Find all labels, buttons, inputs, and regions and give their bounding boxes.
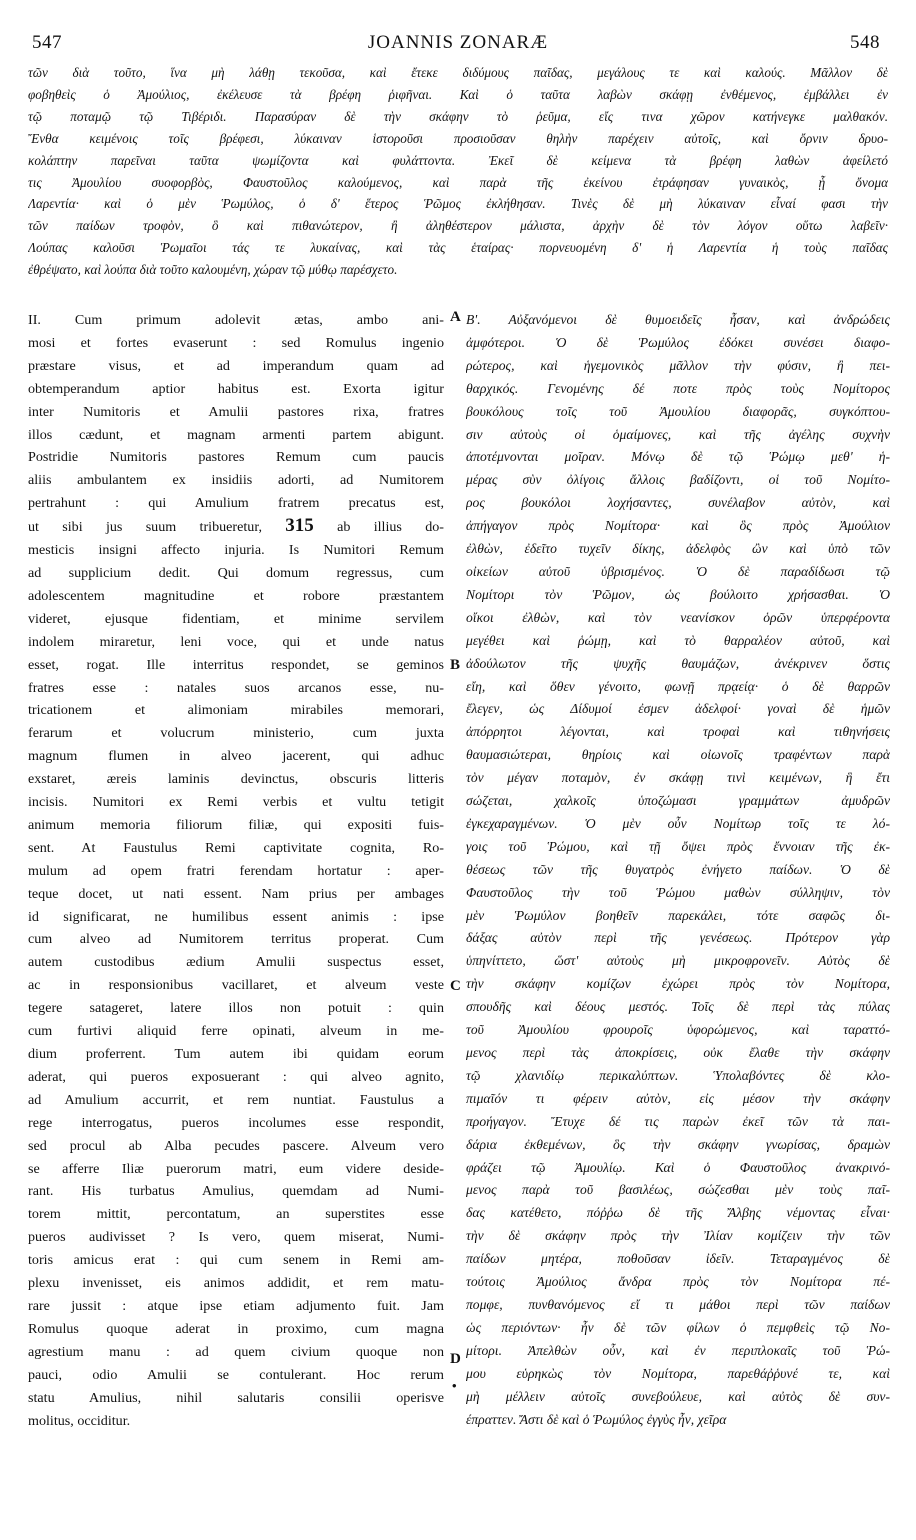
greek-line: πομφε, πυνθανόμενος εἴ τι μάθοι περὶ τῶν παίδων: [466, 1296, 890, 1312]
latin-line: ad supplicium dedit. Qui domum regressus, cum: [28, 564, 444, 581]
latin-line: inter Numitoris et Amulii pastores rixa, fratres: [28, 403, 444, 420]
latin-line: aliis ambulantem ex insidiis adorti, ad Numitorem: [28, 472, 444, 489]
latin-line: molitus, occiditur.: [28, 1412, 131, 1429]
greek-line: τούτοις Ἀμούλιος ἄνδρα πρὸς τὸν Νομίτορα πέ-: [466, 1274, 890, 1290]
greek-line: θαυμασιώτεραι, θηρίοις καὶ οἰωνοῖς τραφέντων παρὰ: [466, 747, 890, 763]
latin-line: tegere satageret, latere illos non potuit : quin: [28, 1000, 444, 1017]
latin-line: ut sibi jus suum tribueretur, 315 ab illius do-: [28, 515, 444, 537]
greek-line: μὴ μέλλειν αὐτοῖς συνεβούλευε, καὶ αὐτὸς δὲ συν-: [466, 1388, 890, 1404]
latin-line: aderat, qui pueros exposuerant : qui alveo agnito,: [28, 1068, 444, 1085]
greek-line: δάρια ἐκθεμένων, ὃς τὴν σκάφην γνωρίσας, δραμὼν: [466, 1136, 890, 1152]
greek-line: οἰκείων αὐτοῦ ὑβρισμένος. Ὁ δὲ παραδίδωσι τῷ: [466, 563, 890, 579]
greek-line: ἔλεγεν, ὡς Δίδυμοί ἐσμεν ἀδελφοί· γοναὶ δὲ ἡμῶν: [466, 701, 890, 717]
greek-line: δάξας αὐτὸν περὶ τῆς γενέσεως. Πρότερον γὰρ: [466, 930, 890, 946]
greek-line: Β'. Αὐξανόμενοι δὲ θυμοειδεῖς ἦσαν, καὶ ἀνδρώδεις: [466, 312, 890, 327]
greek-line: τῷ χλανιδίῳ περικαλύπτων. Ὑπολαβόντες δὲ κλο-: [466, 1067, 890, 1083]
top-greek-line: τις Ἀμουλίου συοφορβὸς, Φαυστοῦλος καλούμενος, καὶ παρὰ τῆς ἐκείνου ἐτράφησαν γυναικὸς, ᾗ ὄνομα: [28, 174, 888, 190]
greek-line: Φαυστοῦλος τὴν τοῦ Ῥώμου μαθὼν σύλληψιν, τὸν: [466, 884, 890, 900]
latin-line: obtemperandum aptior habitus est. Exorta igitur: [28, 380, 444, 397]
latin-line: mesticis insigni affecto injuria. Is Numitori Remum: [28, 542, 444, 559]
greek-column: [466, 309, 890, 1431]
greek-line: τὴν δὲ σκάφην πρὸς τὴν Ἰλίαν κομίζειν τὴν τῶν: [466, 1228, 890, 1244]
greek-line: θαρχικός. Γενομένης δέ ποτε πρὸς τοὺς Νομίτορος: [466, 380, 890, 396]
margin-marker-c: C: [450, 978, 461, 994]
greek-line: ὑπηνίττετο, ὥστ' αὐτοὺς μὴ μικροφρονεῖν. Αὐτὸς δὲ: [466, 953, 890, 969]
latin-column: [28, 309, 444, 1432]
greek-line: δας κατέθετο, πόῤῥω δὲ τῆς Ἄλβης νέμοντας εἶναι·: [466, 1205, 890, 1221]
latin-line: incisis. Numitori ex Remi verbis et vultu tetigit: [28, 794, 444, 811]
latin-line: rare jussit : atque ipse etiam adjumento fuit. Jam: [28, 1297, 444, 1314]
top-greek-line: τῷ ποταμῷ τῷ Τιβέριδι. Παρασύραν δὲ τὴν σκάφην τὸ ῥεῦμα, εἴς τινα χῶρον κατήνεγκε μαλθακόν.: [28, 108, 888, 124]
latin-line: Romulus quoque aderat in proximo, cum magna: [28, 1320, 444, 1337]
top-greek-line: Ἔνθα κειμένοις τοῖς βρέφεσι, λύκαιναν ἱστοροῦσι προσιοῦσαν θηλὴν παρέχειν αὐτοῖς, καὶ ὄρνιν δρυο-: [28, 130, 888, 146]
greek-line: τὴν σκάφην κομίζων ἐχώρει πρὸς τὸν Νομίτορα,: [466, 976, 890, 992]
latin-line: dium proferrent. Tum autem ibi quidam eorum: [28, 1046, 444, 1062]
greek-line: τοῦ Ἀμουλίου φρουροῖς ὑφορώμενος, καὶ ταραττό-: [466, 1022, 890, 1038]
greek-line: φράζει τῷ Ἀμουλίῳ. Καὶ ὁ Φαυστοῦλος ἀνακρινό-: [466, 1159, 890, 1175]
latin-line: magnum flumen in alveo jacerent, qui adhuc: [28, 748, 444, 765]
latin-line: mulum ad opem fratri ferendam hortatur : aper-: [28, 862, 444, 879]
greek-line: σώζεται, χαλκοῖς ὑποζώμασι γραμμάτων ἀμυδρῶν: [466, 793, 890, 809]
latin-line: præstare visus, et ad imperandum quam ad: [28, 357, 444, 374]
greek-line: παίδων μητέρα, ποθοῦσαν ἰδεῖν. Τεταραγμένος δὲ: [466, 1251, 890, 1267]
greek-line: μίτορι. Ἀπελθὼν οὖν, καὶ ἐν περιπλοκαῖς τοῦ Ῥώ-: [466, 1342, 890, 1358]
latin-line: toris amicus erat : qui cum senem in Remi am-: [28, 1252, 444, 1269]
top-greek-line: φοβηθεὶς ὁ Ἀμούλιος, ἐκέλευσε τὰ βρέφη ῥιφῆναι. Καὶ ὁ ταῦτα λαβὼν σκάφῃ ἐνθέμενος, ἐμβάλλει ἐν: [28, 86, 888, 102]
latin-line: ad Amulium accurrit, et rem nuntiat. Faustulus a: [28, 1091, 444, 1108]
greek-line: γοις τοῦ Ῥώμου, καὶ τῇ ὄψει πρὸς ἔννοιαν τῆς ἐκ-: [466, 838, 890, 854]
greek-line: οἴκοι ἐλθὼν, καὶ τὸν νεανίσκον ὁρῶν ὑπερφέροντα: [466, 609, 890, 625]
top-greek-line: τῶν παίδων τροφὸν, ὃ καὶ πιθανώτερον, ἢ ἀληθέστερον μάλιστα, ἀρχὴν δὲ τὸν λόγον οὕτω λαβεῖν·: [28, 218, 888, 234]
latin-line: sed procul ab Alba pecudes pascere. Alveum vero: [28, 1137, 444, 1154]
top-greek-line: κολάπτην παρεῖναι ταῦτα ψωμίζοντα καὶ φυλάττοντα. Ἐκεῖ δὲ κείμενα τὰ βρέφη λαθὼν ἀφείλετό: [28, 152, 888, 168]
latin-line: videret, ejusque fidentiam, et minime servilem: [28, 610, 444, 627]
latin-line: fratres esse : natales suos arcanos esse, nu-: [28, 679, 444, 696]
page-number-right: 548: [850, 32, 880, 53]
latin-line: indolem miraretur, leni voce, qui et unde natus: [28, 633, 444, 650]
margin-marker-a: A: [450, 309, 461, 325]
latin-line: plexu invenisset, eis animos addidit, et rem matu-: [28, 1275, 444, 1292]
greek-line: Νομίτορι τὸν Ῥῶμον, ὡς βούλοιτο χρήσασθαι. Ὁ: [466, 586, 890, 602]
greek-line: βουκόλους τοῖς τοῦ Ἀμουλίου διαφορᾶς, συγκόπτου-: [466, 403, 890, 419]
greek-line: προήγαγον. Ἔτυχε δέ τις παρὼν ἐκεῖ τῶν τὰ παι-: [466, 1113, 890, 1129]
greek-line: ρώτερος, καὶ ἡγεμονικὸς μᾶλλον τὴν φύσιν, ἢ πει-: [466, 357, 890, 373]
greek-line: μενος περὶ τὰς ἀποκρίσεις, οὐκ ἔλαθε τὴν σκάφην: [466, 1045, 890, 1060]
greek-line: μὲν Ῥωμύλον βοηθεῖν παρεκάλει, τότε σαφῶς δι-: [466, 907, 890, 923]
latin-line: mosi et fortes evaserunt : sed Romulus ingenio: [28, 334, 444, 351]
latin-line: esset, rogat. Ille interritus respondet, se geminos: [28, 656, 444, 673]
greek-line: ἀποτέμνονται μοῖραν. Μόνῳ δὲ τῷ Ῥώμῳ μεθ' ἡ-: [466, 449, 890, 465]
latin-line: torem mittit, percontatum, an superstites esse: [28, 1206, 444, 1223]
latin-line: id significarat, ne humilibus essent animis : ipse: [28, 908, 444, 925]
greek-line: ρος βουκόλοι λοχήσαντες, συνέλαβον αὐτὸν, καὶ: [466, 495, 890, 511]
greek-line: σπουδῆς καὶ δέους μεστός. Τοῖς δὲ περὶ τὰς πύλας: [466, 999, 890, 1015]
reference-number: 315: [285, 515, 314, 537]
latin-line: pueros audivisset ? Is vero, quem miserat, Numi-: [28, 1229, 444, 1246]
greek-line: μου εὑρηκὼς τὸν Νομίτορα, παρεθάῤῥυνέ τε, καὶ: [466, 1365, 890, 1381]
latin-line: II. Cum primum adolevit ætas, ambo ani-: [28, 312, 444, 328]
greek-line: έπραττεν. Ἄστι δὲ καὶ ὁ Ῥωμύλος ἐγγὺς ἦν, χεῖρα: [466, 1411, 727, 1427]
greek-line: ἀπήγαγον πρὸς Νομίτορα· καὶ ὃς πρὸς Ἀμούλιον: [466, 518, 890, 534]
latin-line: animum memoria filiorum filiæ, qui expositi fuis-: [28, 816, 444, 833]
greek-line: ὡς περιόντων· ἦν δὲ τῶν φίλων ὁ πεμφθεὶς τῷ Νο-: [466, 1319, 890, 1335]
latin-line: exstaret, æreis laminis devinctus, obscuris litteris: [28, 771, 444, 788]
greek-line: ἐγκεχαραγμένων. Ὁ μὲν οὖν Νομίτωρ τοῖς τε λό-: [466, 815, 890, 831]
top-greek-paragraph: [28, 62, 888, 281]
latin-line: teque docet, ut nati essent. Nam prius per ambages: [28, 885, 444, 902]
greek-line: μέρας σὺν ὀλίγοις ἄλλοις βαδίζοντι, οἱ τοῦ Νομίτο-: [466, 472, 890, 488]
greek-line: εἴη, καὶ ὅθεν γένοιτο, φωνῇ πρᾳείᾳ· ὁ δὲ θαρρῶν: [466, 678, 890, 694]
top-greek-line: τῶν διὰ τοῦτο, ἵνα μὴ λάθῃ τεκοῦσα, καὶ ἔτεκε διδύμους παῖδας, μεγάλους τε καὶ καλούς. Μᾶλλον δὲ: [28, 65, 888, 80]
latin-line: tricationem et alimoniam mirabiles memorari,: [28, 702, 444, 719]
latin-line: autem custodibus ædium Amulii suspectus esset,: [28, 954, 444, 971]
margin-marker-bullet: •: [452, 1378, 457, 1393]
greek-line: σιν αὐτοὺς οἱ ὁμαίμονες, καὶ τῆς ἀγέλης συχνὴν: [466, 426, 890, 442]
greek-line: τὸν μέγαν ποταμὸν, ἐν σκάφῃ τινὶ κειμένων, ἣ ἔτι: [466, 770, 890, 786]
latin-line: se afferre Iliæ puerorum matri, eum videre deside-: [28, 1160, 444, 1177]
latin-line: illos cædunt, et magnam armenti partem abigunt.: [28, 426, 444, 443]
greek-line: ἀμφότεροι. Ὁ δὲ Ῥωμύλος ἐδόκει συνέσει διαφο-: [466, 334, 890, 350]
greek-line: θέσεως τῶν τῆς θυγατρὸς ἐνήγετο παίδων. Ὁ δὲ: [466, 861, 890, 877]
latin-line: adolescentem magnitudine et robore præstantem: [28, 587, 444, 604]
latin-line: cum furtivi aliquid ferre opinati, alveum in me-: [28, 1023, 444, 1040]
greek-line: μεγέθει καὶ ῥώμῃ, καὶ τὸ θαρραλέον αὐτοῦ, καὶ: [466, 632, 890, 648]
latin-line: pertrahunt : qui Amulium fratrem precatus est,: [28, 495, 444, 512]
latin-line: sent. At Faustulus Remi captivitate cognita, Ro-: [28, 839, 444, 856]
latin-line: statu Amulius, nihil salutaris consilii operisve: [28, 1389, 444, 1406]
latin-line: rant. His turbatus Amulius, quemdam ad Numi-: [28, 1183, 444, 1200]
page-header: [28, 32, 888, 58]
margin-marker-b: B: [450, 657, 461, 673]
page-number-left: 547: [32, 32, 62, 53]
greek-line: ἀδούλωτον τῆς ψυχῆς θαυμάζων, ἀνέκρινεν ὅστις: [466, 655, 890, 671]
running-title: JOANNIS ZONARÆ: [367, 32, 549, 53]
top-greek-line: Λούπας καλοῦσι Ῥωμαῖοι τάς τε λυκαίνας, καὶ τὰς ἑταίρας· πορνευομένη δ' ἡ Λαρεντία ἡ τοὺς παῖδας: [28, 240, 888, 256]
top-greek-line: Λαρεντία· καὶ ὁ μὲν Ῥωμύλος, ὁ δ' ἕτερος Ῥῶμος ἐκλήθησαν. Τινὲς δὲ μὴ λύκαιναν εἶναί φασι τὴν: [28, 196, 888, 212]
margin-marker-d: D: [450, 1351, 461, 1367]
latin-line: Postridie Numitoris pastores Remum cum paucis: [28, 449, 444, 466]
latin-line: ac in responsionibus vacillaret, et alveum veste: [28, 977, 444, 994]
greek-line: πιμαῖόν τι φέρειν αὐτὸν, εἰς μέσον τὴν σκάφην: [466, 1090, 890, 1106]
top-greek-line: ἐθρέψατο, καὶ λούπα διὰ τοῦτο καλουμένη, χώραν τῷ μύθῳ παρέσχετο.: [28, 262, 398, 278]
latin-line: pauci, odio Amulii se contulerant. Hoc rerum: [28, 1366, 444, 1383]
greek-line: ἀπόρρητοι λέγονται, καὶ τροφαὶ καὶ τιθηνήσεις: [466, 724, 890, 740]
latin-line: agrestium manu : ad quem civium quoque non: [28, 1343, 444, 1360]
latin-line: ferarum et volucrum ministerio, cum juxta: [28, 725, 444, 742]
greek-line: ἐλθὼν, ἐδεῖτο τυχεῖν δίκης, ἀδελφὸς ὢν καὶ ὑπὸ τῶν: [466, 541, 890, 557]
greek-line: μενος παρὰ τοῦ βασιλέως, σώζεσθαι μὲν τοὺς παῖ-: [466, 1182, 890, 1198]
latin-line: cum alveo ad Numitorem territus properat. Cum: [28, 931, 444, 948]
latin-line: rege interrogatus, pueros incolumes esse respondit,: [28, 1114, 444, 1131]
